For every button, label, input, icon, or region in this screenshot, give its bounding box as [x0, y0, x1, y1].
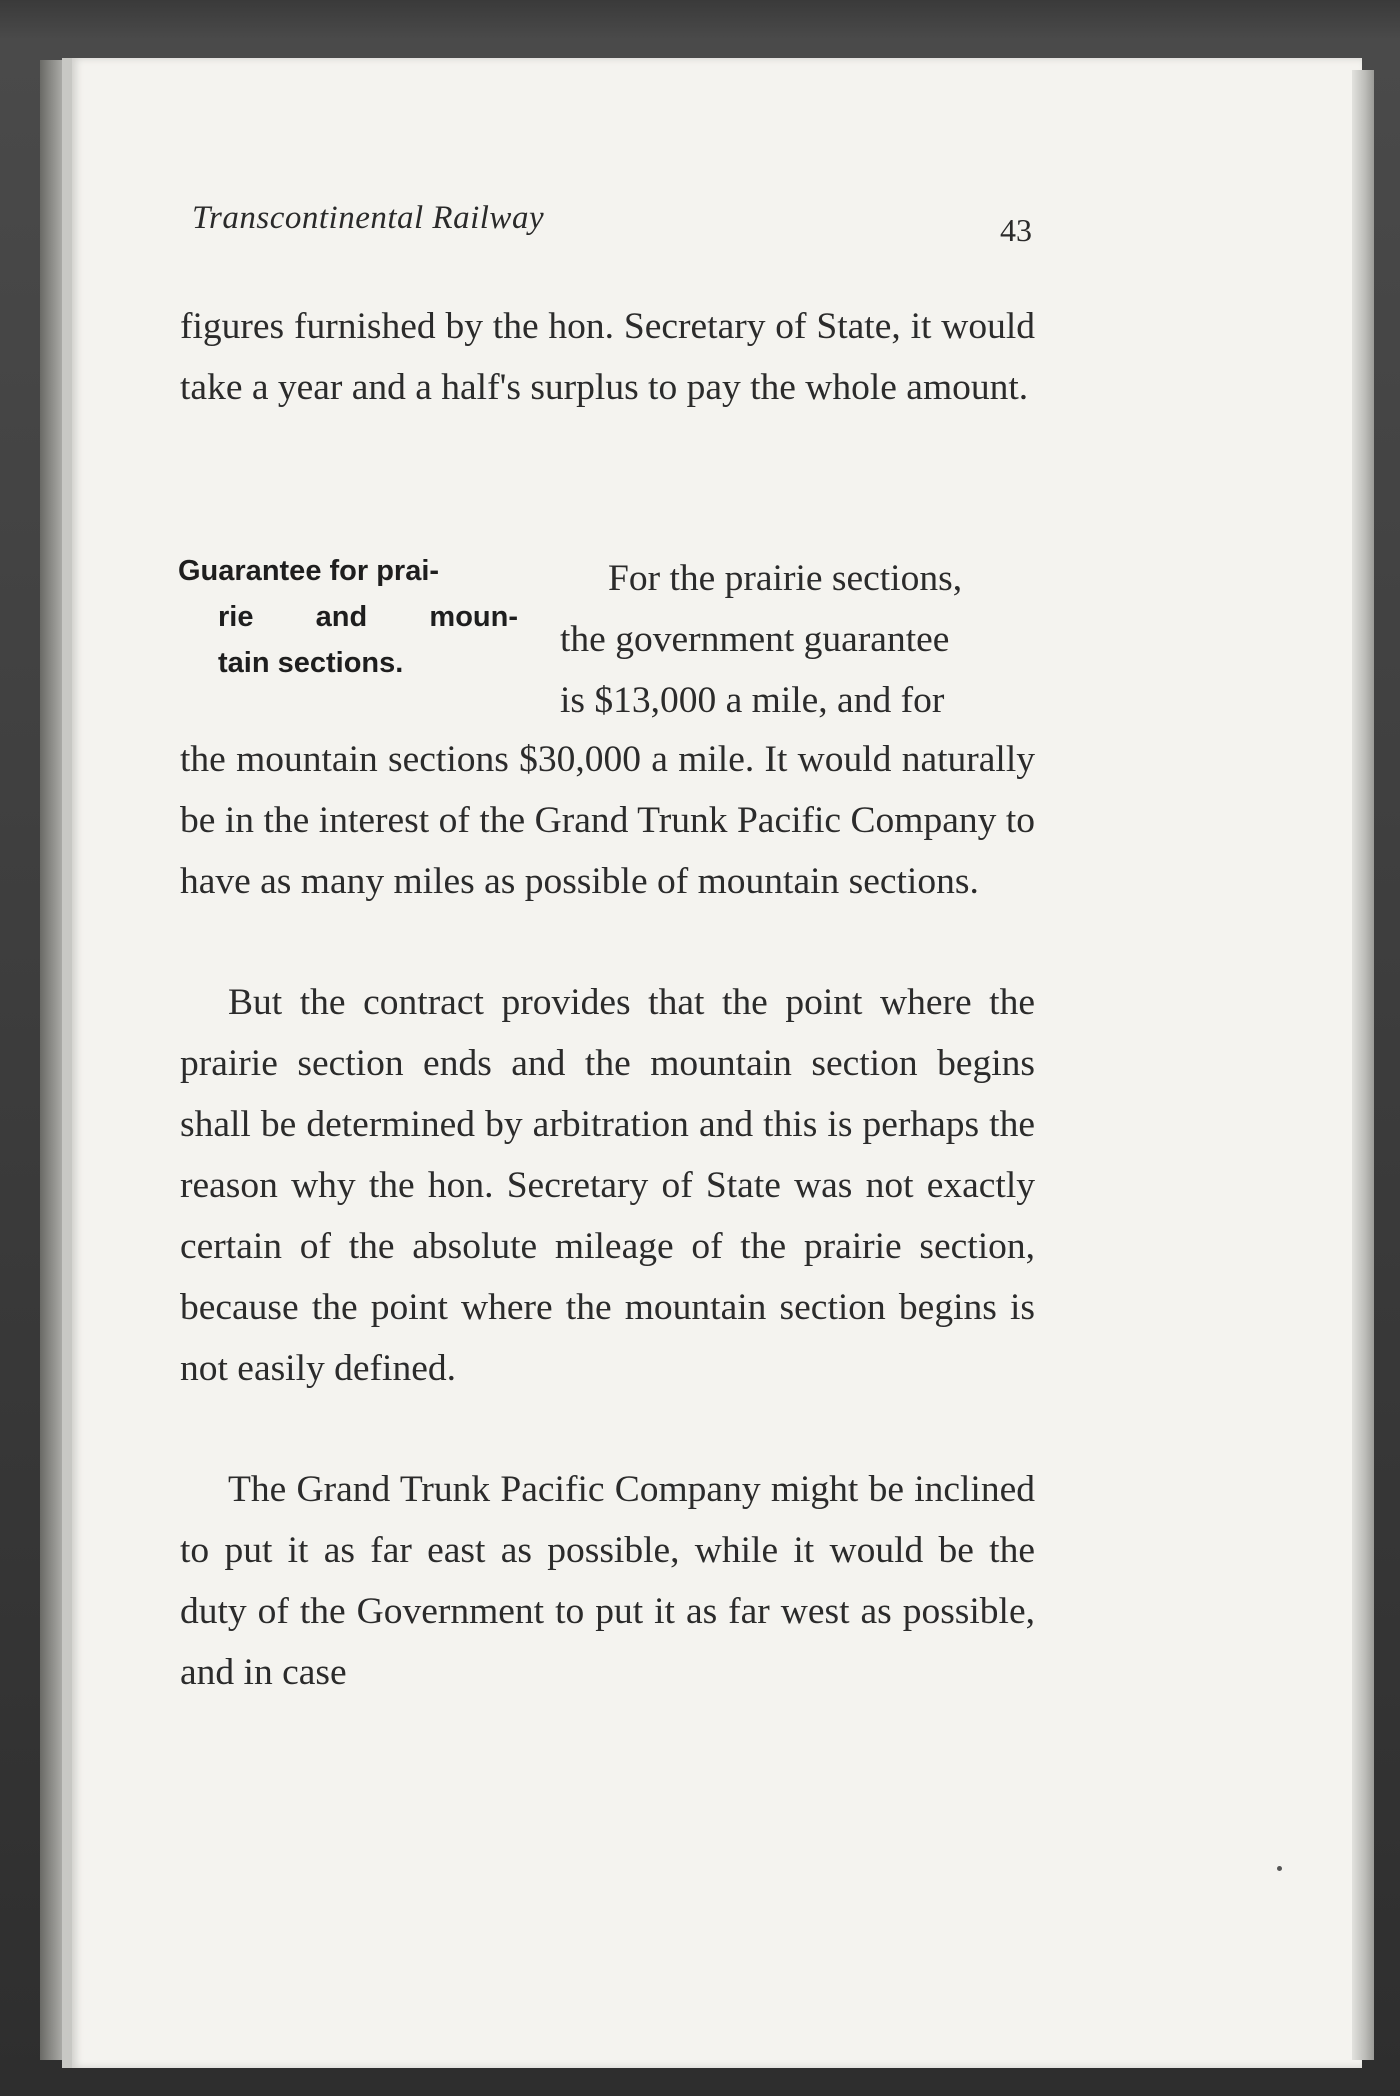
page-number: 43 — [1000, 212, 1032, 248]
paragraph-2-line-3: is $13,000 a mile, and for — [560, 680, 945, 721]
book-spine — [40, 60, 64, 2060]
page-edge — [1352, 70, 1374, 2060]
paragraph-2-beside-note — [560, 548, 1035, 731]
paragraph-2-line-1: For the prairie sections, — [608, 558, 963, 599]
paragraph-3: But the contract provides that the point where the prairie section ends and the mountain section begins shall be determined by arbitration and this is perhaps the reason why the hon. Secretary of State was not exactly certain of the absolute mileage of the prairie section, because the point where the mountain section begins is not easily defined. — [180, 982, 1035, 1389]
paragraph-4: The Grand Trunk Pacific Company might be inclined to put it as far east as possible, while it would be the duty of the Government to put it as far west as possible, and in case — [180, 1469, 1035, 1693]
scan-speck — [1277, 1866, 1282, 1871]
margin-note — [178, 548, 528, 686]
paragraph-1: figures furnished by the hon. Secretary of State, it would take a year and a half's surplus to pay the whole amount. — [180, 306, 1035, 408]
margin-note-line-3: tain sections. — [218, 647, 404, 679]
margin-note-line-2: rie and moun- — [218, 601, 518, 633]
running-head: Transcontinental Railway — [192, 200, 545, 236]
margin-note-line-1: Guarantee for prai- — [178, 555, 440, 587]
paragraph-2-line-2: the government guarantee — [560, 619, 950, 660]
paragraph-2-continued: the mountain sections $30,000 a mile. It would naturally be in the interest of the Grand Trunk Pacific Company to have as many miles as possible of mountain sections. — [180, 739, 1035, 902]
